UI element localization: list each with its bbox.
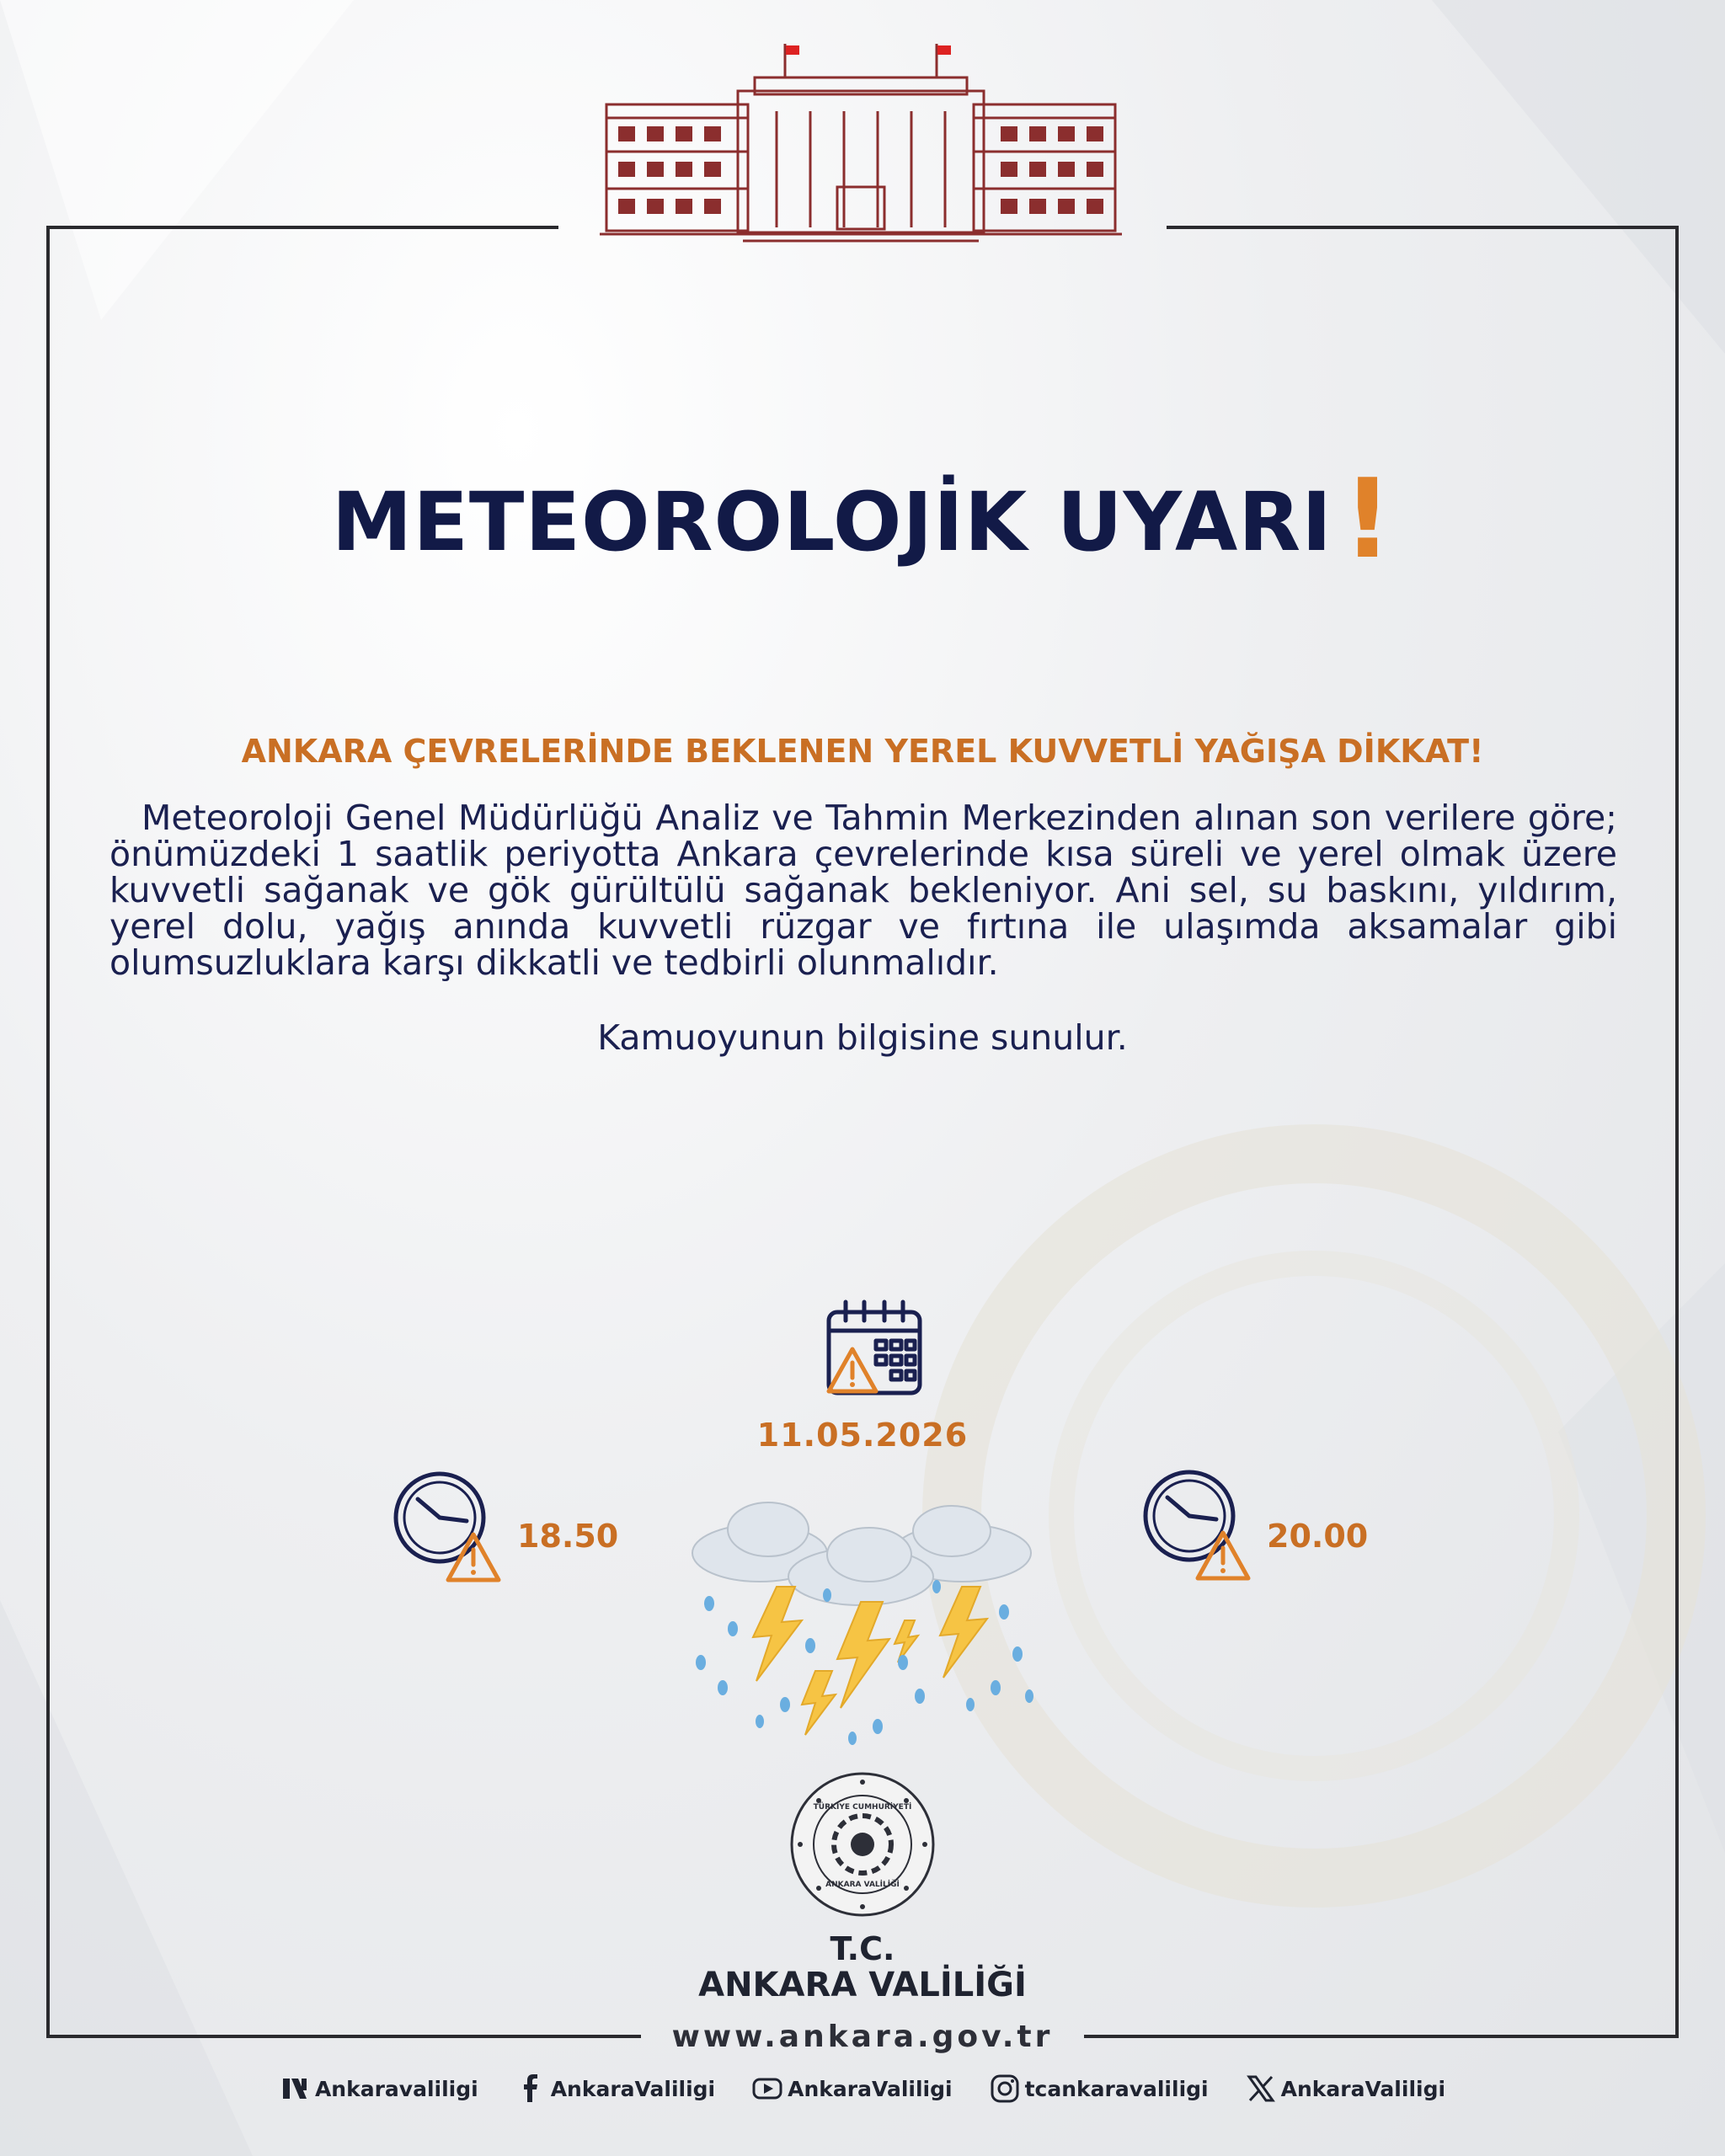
- social-links: [0, 2073, 1725, 2104]
- seal-top-text: TÜRKİYE CUMHURİYETİ: [813, 1803, 912, 1812]
- social-facebook[interactable]: [515, 2073, 715, 2104]
- facebook-icon: [515, 2073, 546, 2104]
- org-line1: T.C.: [830, 1930, 895, 1967]
- alert-date: 11.05.2026: [756, 1417, 969, 1454]
- social-label: AnkaraValiligi: [788, 2076, 953, 2101]
- org-line2: ANKARA VALİLİĞİ: [698, 1966, 1027, 2004]
- social-instagram[interactable]: [990, 2073, 1209, 2104]
- seal-bottom-text: ANKARA VALİLİĞİ: [825, 1881, 900, 1889]
- thunderstorm-icon: [684, 1494, 1041, 1747]
- closing-line: Kamuoyunun bilgisine sunulur.: [597, 1017, 1128, 1058]
- youtube-icon: [752, 2073, 782, 2104]
- clock-warning-icon: [1142, 1469, 1257, 1583]
- frame-top-right: [1167, 226, 1679, 229]
- nsosyal-icon: [280, 2073, 310, 2104]
- governorship-building-icon: [600, 44, 1122, 246]
- social-label: AnkaraValiligi: [1280, 2076, 1446, 2101]
- x-icon: [1246, 2073, 1276, 2104]
- social-x[interactable]: [1246, 2073, 1445, 2104]
- end-time: 20.00: [1267, 1518, 1369, 1555]
- alert-body: Meteoroloji Genel Müdürlüğü Analiz ve Tahmin Merkezinden alınan son verilere göre; önümüzdeki 1 saatlik periyotta Ankara çevrelerinde kısa süreli ve yerel olmak üzere kuvvetli sağanak ve gök gürültülü sağanak bekleniyor. Ani sel, su baskını, yıldırım, yerel dolu, yağış anında kuvvetli rüzgar ve fırtına ile ulaşımda aksamalar gibi olumsuzluklara karşı dikkatli ve tedbirli olunmalıdır.: [109, 798, 1617, 983]
- clock-warning-icon: [393, 1470, 507, 1585]
- social-label: Ankaravaliligi: [314, 2076, 478, 2101]
- governorship-seal-icon: [788, 1770, 937, 1919]
- social-youtube[interactable]: [752, 2073, 952, 2104]
- title-text: METEOROLOJİK UYARI: [331, 475, 1332, 569]
- website-link[interactable]: www.ankara.gov.tr: [671, 2020, 1054, 2054]
- instagram-icon: [990, 2073, 1020, 2104]
- social-label: AnkaraValiligi: [550, 2076, 716, 2101]
- page-title: [0, 455, 1725, 583]
- social-label: tcankaravaliligi: [1024, 2076, 1209, 2101]
- calendar-warning-icon: [822, 1297, 928, 1403]
- start-time: 18.50: [517, 1518, 619, 1555]
- alert-subtitle: ANKARA ÇEVRELERİNDE BEKLENEN YEREL KUVVETLİ YAĞIŞA DİKKAT!: [241, 733, 1484, 770]
- exclamation-icon: !: [1342, 455, 1394, 583]
- social-nsosyal[interactable]: [280, 2073, 478, 2104]
- frame-top-left: [46, 226, 558, 229]
